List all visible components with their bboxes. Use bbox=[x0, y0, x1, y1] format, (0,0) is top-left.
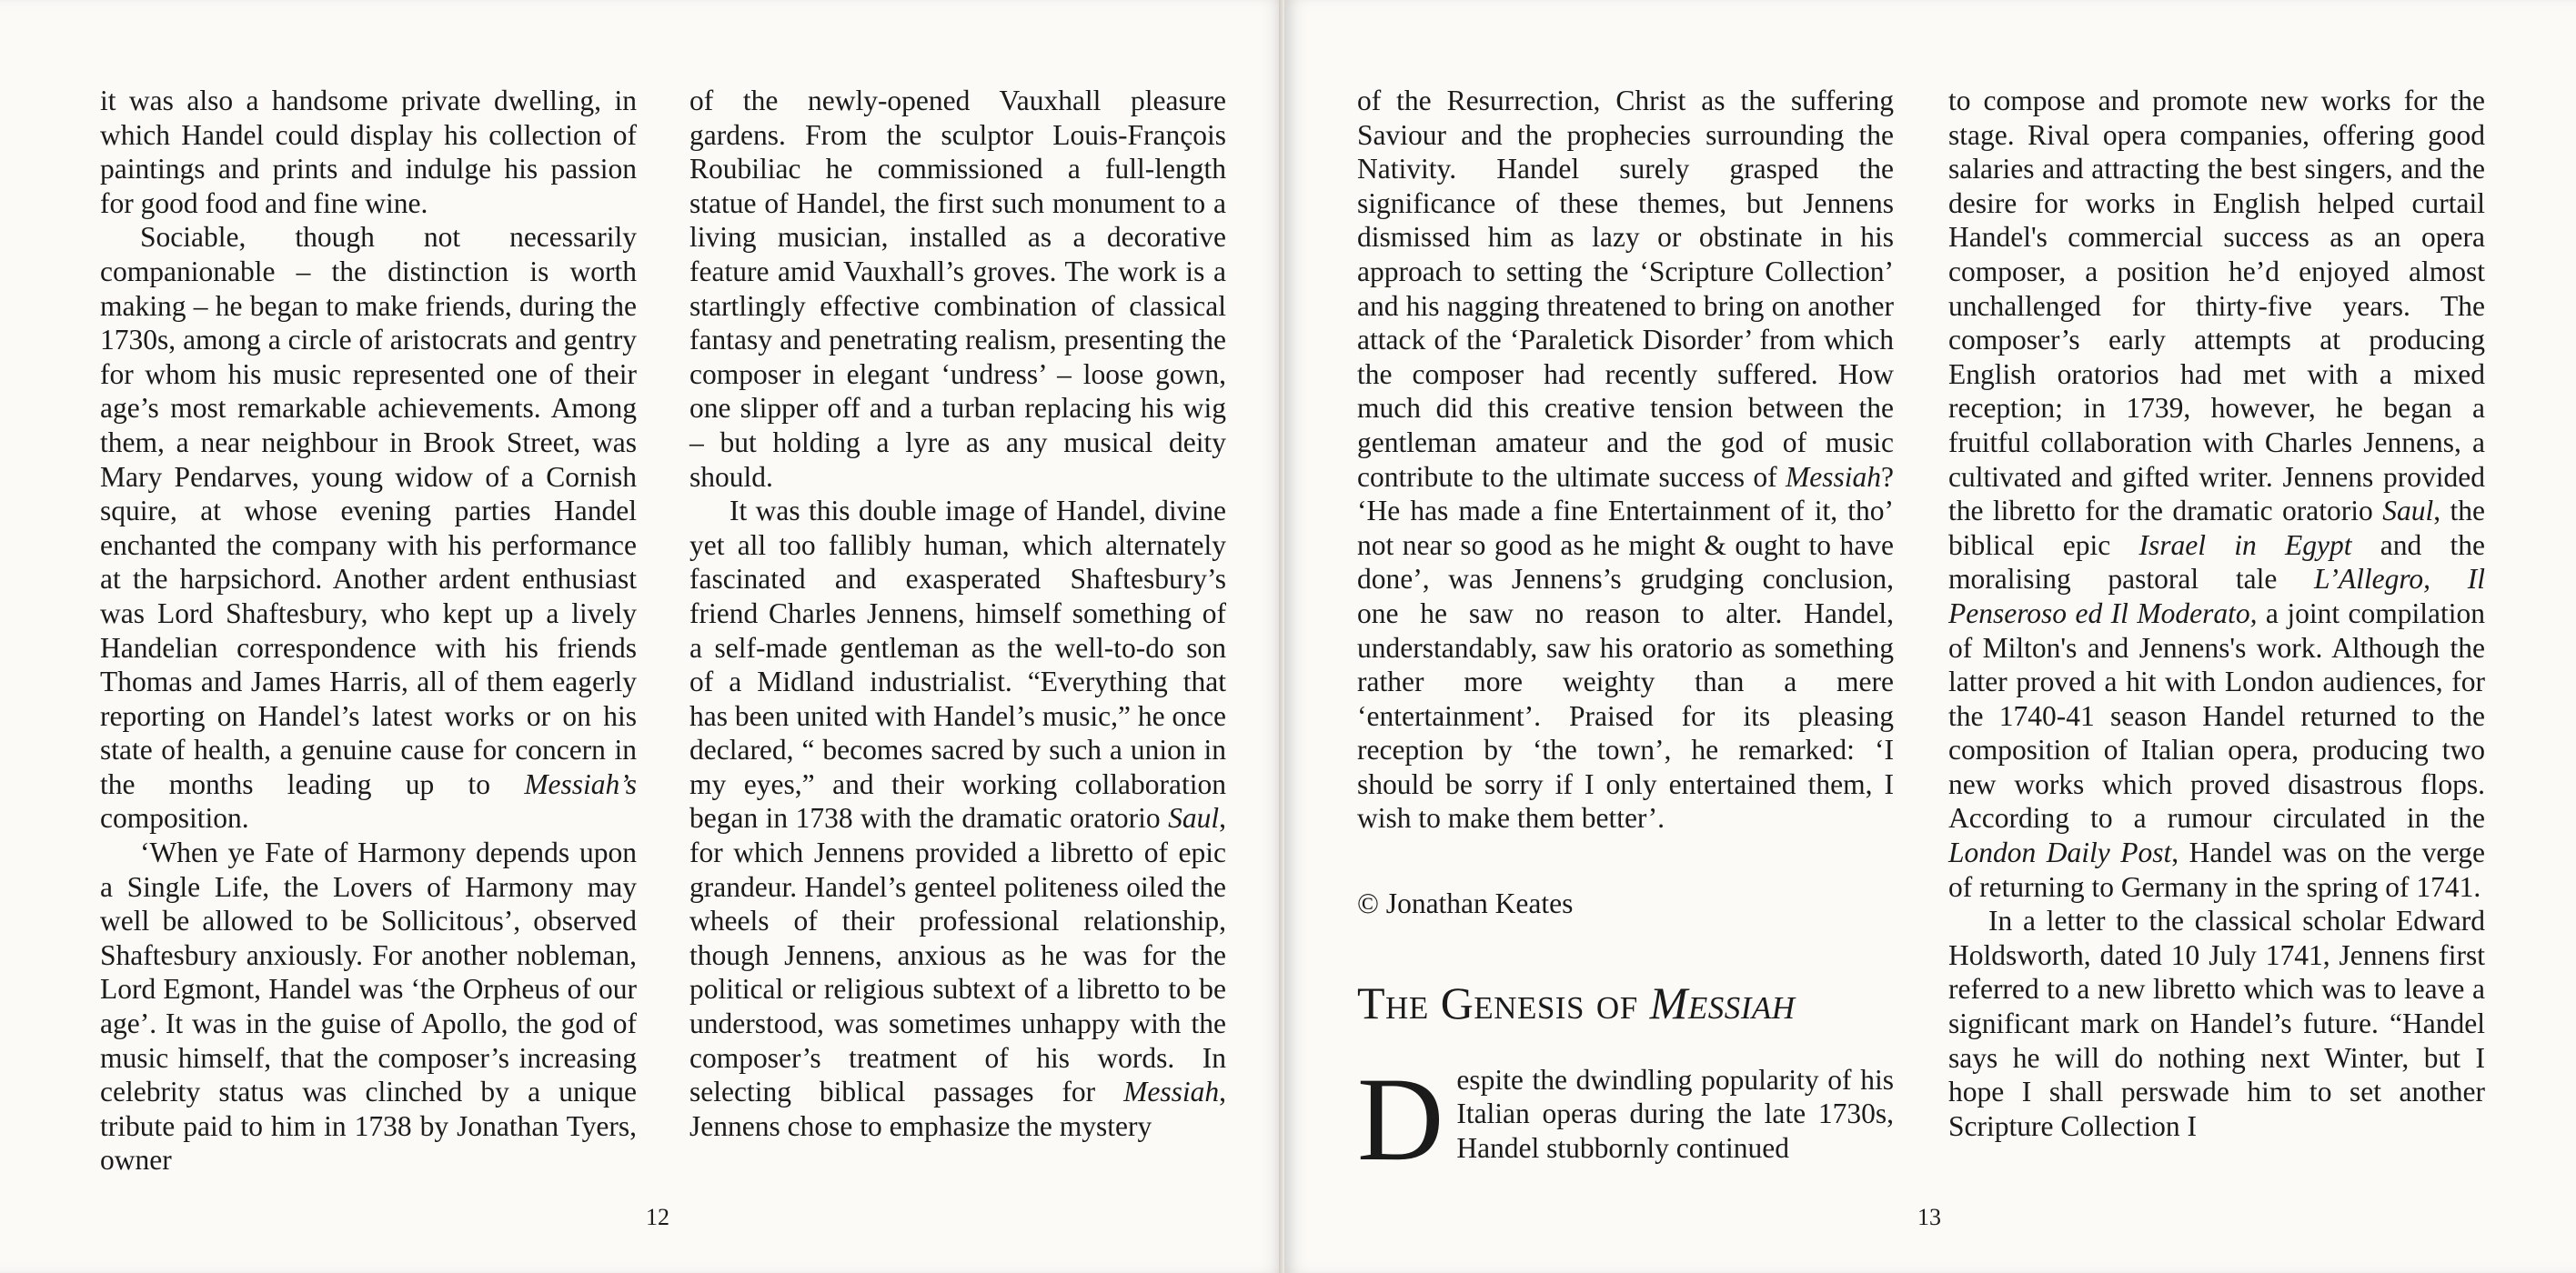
paragraph: it was also a handsome private dwelling, in which Handel could display his collection of paintings and prints and indulge his passion for good food and fine wine. bbox=[100, 85, 637, 219]
section-heading: The Genesis of Messiah bbox=[1357, 977, 1796, 1028]
left-page bbox=[0, 0, 1284, 1273]
paragraph: ‘When ye Fate of Harmony depends upon a Single Life, the Lovers of Harmony may well be allowed to be Sollicitous’, observed Shaftesbury anxiously. For another nobleman, Lord Egmont, Handel was ‘the Orpheus of our age’. It was in the guise of Apollo, the god of music himself, that the composer’s increasing celebrity status was clinched by a unique tribute paid to him in 1738 by Jonathan Tyers, owner bbox=[100, 837, 637, 1177]
paragraph: of the Resurrection, Christ as the suffering Saviour and the prophecies surrounding the Nativity. Handel surely grasped the significance of these themes, but Jennens dismissed him as lazy or obstinate in his approach to setting the ‘Scripture Collection’ and his nagging threatened to bring on another attack of the ‘Paraletick Disorder’ from which the composer had recently suffered. How much did this creative tension between the gentleman amateur and the god of music contribute to the ultimate success of Messiah? ‘He has made a fine Entertainment of it, tho’ not near so good as he might & ought to have done’, was Jennens’s grudging conclusion, one he saw no reason to alter. Handel, understandably, saw his oratorio as something rather more weighty than a mere ‘entertainment’. Praised for its pleasing reception by ‘the town’, he remarked: ‘I should be sorry if I only entertained them, I wish to make them better’. bbox=[1357, 85, 1894, 835]
page-number: 13 bbox=[1917, 1204, 1941, 1230]
intro-paragraph bbox=[1357, 1051, 1894, 1186]
paragraph: of the newly-opened Vauxhall pleasure gardens. From the sculptor Louis-François Roubiliac he commissioned a full-length statue of Handel, the first such monument to a living musician, installed as a decorative feature amid Vauxhall’s groves. The work is a startlingly effective combination of classical fantasy and penetrating realism, presenting the composer in elegant ‘undress’ – loose gown, one slipper off and a turban replacing his wig – but holding a lyre as any musical deity should. bbox=[689, 85, 1226, 493]
paragraph: espite the dwindling popularity of his Italian operas during the late 1730s, Handel stubbornly continued bbox=[1456, 1063, 1894, 1164]
author-credit: © Jonathan Keates bbox=[1357, 887, 1574, 920]
right-page-column-2 bbox=[1948, 84, 2485, 1143]
paragraph: In a letter to the classical scholar Edward Holdsworth, dated 10 July 1741, Jennens first referred to a new libretto which was to leave a significant mark on Handel’s future. “Handel says he will do nothing next Winter, but I hope I shall perswade him to set another Scripture Collection I bbox=[1948, 905, 2485, 1142]
drop-cap: D bbox=[1357, 1051, 1444, 1186]
page-number: 12 bbox=[646, 1204, 669, 1230]
left-page-column-2 bbox=[689, 84, 1226, 1143]
paragraph: to compose and promote new works for the stage. Rival opera companies, offering good salaries and attracting the best singers, and the desire for works in English helped curtail Handel's commercial success as an opera composer, a position he’d enjoyed almost unchallenged for thirty-five years. The composer’s early attempts at producing English oratorios had met with a mixed reception; in 1739, however, he began a fruitful collaboration with Charles Jennens, a cultivated and gifted writer. Jennens provided the libretto for the dramatic oratorio Saul, the biblical epic Israel in Egypt and the moralising pastoral tale L’Allegro, Il Penseroso ed Il Moderato, a joint compilation of Milton's and Jennens's work. Although the latter proved a hit with London audiences, for the 1740-41 season Handel returned to the composition of Italian opera, producing two new works which proved disastrous flops. According to a rumour circulated in the London Daily Post, Handel was on the verge of returning to Germany in the spring of 1741. bbox=[1948, 85, 2486, 903]
italic-title: Messiah bbox=[1123, 1076, 1220, 1108]
italic-title: Saul bbox=[1168, 802, 1220, 835]
left-page-column-1 bbox=[100, 84, 637, 1178]
paragraph: It was this double image of Handel, divine yet all too fallibly human, which alternately fascinated and exasperated Shaftesbury’s friend Charles Jennens, himself something of a self-made gentleman as the well-to-do son of a Midland industrialist. “Everything that has been united with Handel’s music,” he once declared, “ becomes sacred by such a union in my eyes,” and their working collaboration began in 1738 with the dramatic oratorio Saul, for which Jennens provided a libretto of epic grandeur. Handel’s genteel politeness oiled the wheels of their professional relationship, though Jennens, anxious as he was for the political or religious subtext of a libretto to be understood, was sometimes unhappy with the composer’s treatment of his words. In selecting biblical passages for Messiah, Jennens chose to emphasize the mystery bbox=[689, 495, 1226, 1142]
right-page-column-1 bbox=[1357, 84, 1894, 1186]
italic-title: Messiah bbox=[1786, 460, 1882, 493]
paragraph: Sociable, though not necessarily companionable – the distinction is worth making – he began to make friends, during the 1730s, among a circle of aristocrats and gentry for whom his music represented one of their age’s most remarkable achievements. Among them, a near neighbour in Brook Street, was Mary Pendarves, young widow of a Cornish squire, at whose evening parties Handel enchanted the company with his performance at the harpsichord. Another ardent enthusiast was Lord Shaftesbury, who kept up a lively Handelian correspondence with his friends Thomas and James Harris, all of them eagerly reporting on Handel’s latest works or on his state of health, a genuine cause for concern in the months leading up to Messiah’s composition. bbox=[100, 221, 637, 835]
italic-title: Messiah’s bbox=[524, 767, 637, 800]
